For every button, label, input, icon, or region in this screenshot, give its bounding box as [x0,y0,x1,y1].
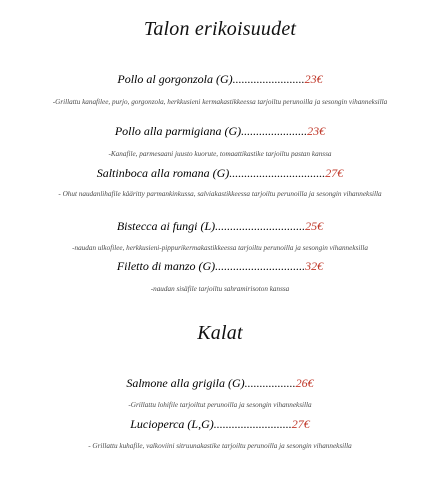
dish-price: 27€ [291,417,310,431]
menu-item-saltinboca-alla-romana [0,166,440,181]
dot-leader: ...................... [241,124,308,138]
dish-name: Filetto di manzo (G) [116,259,216,273]
section-title-fish: Kalat [197,322,243,344]
menu-item-filetto-di-manzo [0,259,440,274]
dish-name: Pollo alla parmigiana (G) [114,124,242,138]
menu-item-lucioperca [0,417,440,432]
dish-description: -naudan sisäfile tarjoiltu sahramirisoton kanssa [150,285,290,293]
menu-item-bistecca-ai-fungi [0,219,440,234]
dot-leader: .............................. [215,219,306,233]
dish-price: 27€ [325,166,344,180]
dish-name: Salmone alla grigila (G) [126,376,245,390]
dot-leader: .............................. [215,259,306,273]
dot-leader: .......................... [213,417,292,431]
dish-description: -Grillattu kanafilee, purjo, gorgonzola, herkkusieni kermakastikkeessa tarjoiltu perunoilla ja sesongin vihanneksilla [52,98,388,106]
dish-name: Lucioperca (L,G) [130,417,214,431]
section-title-house-specials: Talon erikoisuudet [143,18,297,40]
dish-price: 25€ [305,219,324,233]
menu-item-salmone-alla-grigila [0,376,440,391]
dish-description: - Grillattu kuhafile, valkoviini sitruunakastike tarjoiltu perunoilla ja sesongin vihanneksilla [88,442,352,450]
dish-price: 32€ [305,259,324,273]
dish-description: -Grillattu lohifile tarjoiltut perunoilla ja sesongin vihanneksilla [128,401,312,409]
dish-price: 26€ [295,376,314,390]
dish-description: -naudan ulkofilee, herkkusieni-pippurikermakastikkeessa tarjoiltu perunoilla ja sesongin vihanneksilla [72,244,368,252]
dish-name: Bistecca ai fungi (L) [116,219,216,233]
dish-name: Saltinboca alla romana (G) [96,166,230,180]
dot-leader: ........................ [232,72,305,86]
dish-price: 23€ [307,124,326,138]
dish-description: - Ohut naudanlihafile kääritty parmankinkussa, salviakastikkeessa tarjoiltu perunoilla ja sesongin vihanneksilla [58,190,382,198]
dish-description: -Kanafile, parmesaani juusto kuorute, tomaattikastike tarjoiltu pastan kanssa [108,150,332,158]
dish-price: 23€ [304,72,323,86]
dish-name: Pollo al gorgonzola (G) [117,72,233,86]
dot-leader: ................................ [229,166,326,180]
dot-leader: ................. [244,376,296,390]
menu-item-pollo-al-gorgonzola [0,72,440,87]
menu-item-pollo-alla-parmigiana [0,124,440,139]
